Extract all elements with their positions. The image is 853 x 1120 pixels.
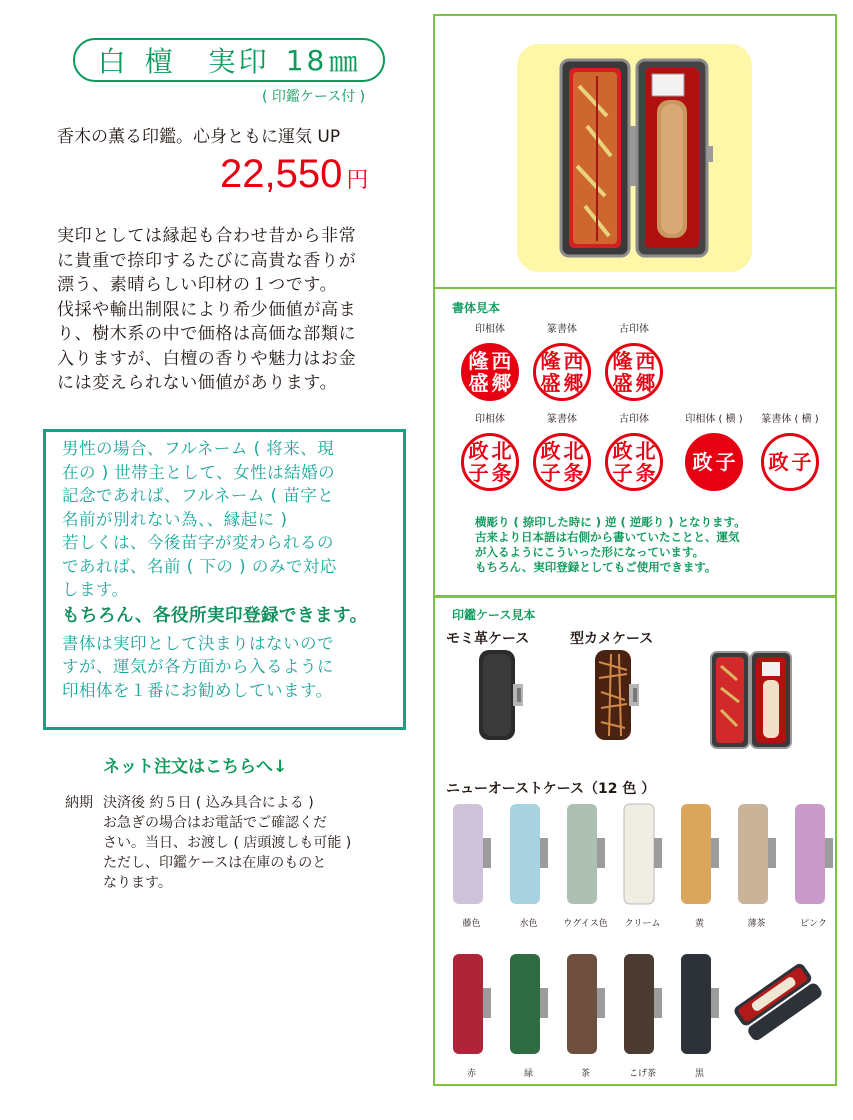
case-swatch-image bbox=[447, 802, 497, 908]
delivery-info: 納期 決済後 約５日 ( 込み具合による ) お急ぎの場合はお電話でご確認くだ さい。当日、お渡し ( 店頭渡しも可能 ) ただし、印鑑ケースは在庫のものと なります。 bbox=[65, 795, 352, 891]
notice-box: 男性の場合、フルネーム ( 将来、現 在の ) 世帯主として、女性は結婚の 記念であれば、フルネーム ( 苗字と 名前が別れない為、、縁起に ) 若しくは、今後苗字が変わられるの であれば、名前 ( 下の ) のみで対応 します。 もちろん、各役所実印登録できます。 書体は実印として決まりはないので すが、運気が各方面から入るように 印相体を１番にお勧めしています。 bbox=[43, 429, 406, 730]
product-title: 白 檀 実印 18 ㎜ bbox=[73, 38, 385, 82]
seal-image: 北 政 条 子 bbox=[461, 433, 519, 491]
case-swatch-image bbox=[618, 802, 668, 908]
seal-image: 西 隆 郷 盛 bbox=[533, 343, 591, 401]
momi-case-label: モミ革ケース bbox=[446, 631, 530, 647]
shotai-title: 書体見本 bbox=[452, 301, 501, 315]
registration-note: もちろん、各役所実印登録できます。 bbox=[62, 605, 368, 626]
shotai-panel bbox=[433, 287, 837, 597]
momi-leather-case-image bbox=[473, 648, 529, 742]
product-description: 実印としては縁起も合わせ昔から非常 に貴重で捺印するたびに高貴な香りが 漂う、素晴らしい印材の１つです。 伐採や輸出制限により希少価値が高ま り、樹木系の中で価格は高価な部類に 入りますが、白檀の香りや魅力はお金 には変えられない価値があります。 bbox=[57, 226, 357, 393]
case-color-row-2 bbox=[443, 952, 828, 1079]
price-unit: 円 bbox=[346, 168, 369, 193]
case-open-example bbox=[728, 952, 828, 1079]
seal-image: 西 隆 郷 盛 bbox=[605, 343, 663, 401]
seal-image: 北 政 条 子 bbox=[605, 433, 663, 491]
seal-image: 子 政 bbox=[761, 433, 819, 491]
case-swatch: 藤色 bbox=[443, 802, 500, 929]
case-swatch: 黒 bbox=[671, 952, 728, 1079]
seal-koin-2: 古印体 北 政 条 子 bbox=[601, 413, 667, 491]
case-swatch: ウグイス色 bbox=[557, 802, 614, 929]
case-swatch: 赤 bbox=[443, 952, 500, 1079]
case-swatch-image bbox=[504, 952, 554, 1058]
case-swatch-image bbox=[732, 802, 782, 908]
case-title: 印鑑ケース見本 bbox=[452, 608, 536, 622]
seal-tensho-1: 篆書体 西 隆 郷 盛 bbox=[529, 323, 595, 401]
yoko-note: 横彫り ( 捺印した時に ) 逆 ( 逆彫り ) となります。 古来より日本語は右側から書いていたことと、運気 が入るようにこういった形になっています。 もちろん、実印登録としてもご使用できます。 bbox=[475, 515, 746, 574]
seal-insoutai-yoko: 印相体 ( 横 ) 子 政 bbox=[677, 413, 751, 491]
seal-image: 北 政 条 子 bbox=[533, 433, 591, 491]
case-swatch: 緑 bbox=[500, 952, 557, 1079]
case-swatch: 薄茶 bbox=[728, 802, 785, 929]
case-swatch: 水色 bbox=[500, 802, 557, 929]
seal-koin-1: 古印体 西 隆 郷 盛 bbox=[601, 323, 667, 401]
case-swatch-image bbox=[789, 802, 839, 908]
seal-image: 西 隆 郷 盛 bbox=[461, 343, 519, 401]
case-swatch: クリーム bbox=[614, 802, 671, 929]
kata-case-label: 型カメケース bbox=[570, 631, 654, 647]
case-swatch-image bbox=[675, 802, 725, 908]
case-swatch-image bbox=[675, 952, 725, 1058]
seal-tensho-2: 篆書体 北 政 条 子 bbox=[529, 413, 595, 491]
case-swatch: 茶 bbox=[557, 952, 614, 1079]
order-link[interactable]: ネット注文はこちらへ↓ bbox=[103, 757, 288, 777]
price bbox=[220, 152, 368, 197]
product-photo bbox=[517, 44, 752, 272]
product-photo-panel bbox=[433, 14, 837, 289]
open-new-ost-case-image bbox=[730, 952, 826, 1052]
new-ost-case-label: ニューオーストケース（12 色 ） bbox=[446, 781, 656, 797]
case-swatch-image bbox=[561, 952, 611, 1058]
seal-insoutai-1: 印相体 西 隆 郷 盛 bbox=[457, 323, 523, 401]
case-panel bbox=[433, 596, 837, 1086]
case-swatch: 黄 bbox=[671, 802, 728, 929]
case-swatch-image bbox=[618, 952, 668, 1058]
price-value: 22,550 bbox=[220, 152, 343, 196]
delivery-label: 納期 bbox=[65, 795, 93, 811]
case-swatch: ピンク bbox=[785, 802, 842, 929]
seal-tensho-yoko: 篆書体 ( 横 ) 子 政 bbox=[753, 413, 827, 491]
case-swatch-image bbox=[561, 802, 611, 908]
kata-kame-case-image bbox=[589, 648, 645, 742]
tagline: 香木の薫る印鑑。心身ともに運気 UP bbox=[57, 127, 341, 147]
case-swatch-image bbox=[447, 952, 497, 1058]
case-color-row-1 bbox=[443, 802, 842, 929]
open-case-image bbox=[707, 648, 803, 752]
product-subtitle: ( 印鑑ケース付 ) bbox=[262, 89, 366, 105]
case-swatch-image bbox=[504, 802, 554, 908]
seal-image: 子 政 bbox=[685, 433, 743, 491]
seal-insoutai-2: 印相体 北 政 条 子 bbox=[457, 413, 523, 491]
open-case-illustration bbox=[557, 56, 717, 261]
case-swatch: こげ茶 bbox=[614, 952, 671, 1079]
